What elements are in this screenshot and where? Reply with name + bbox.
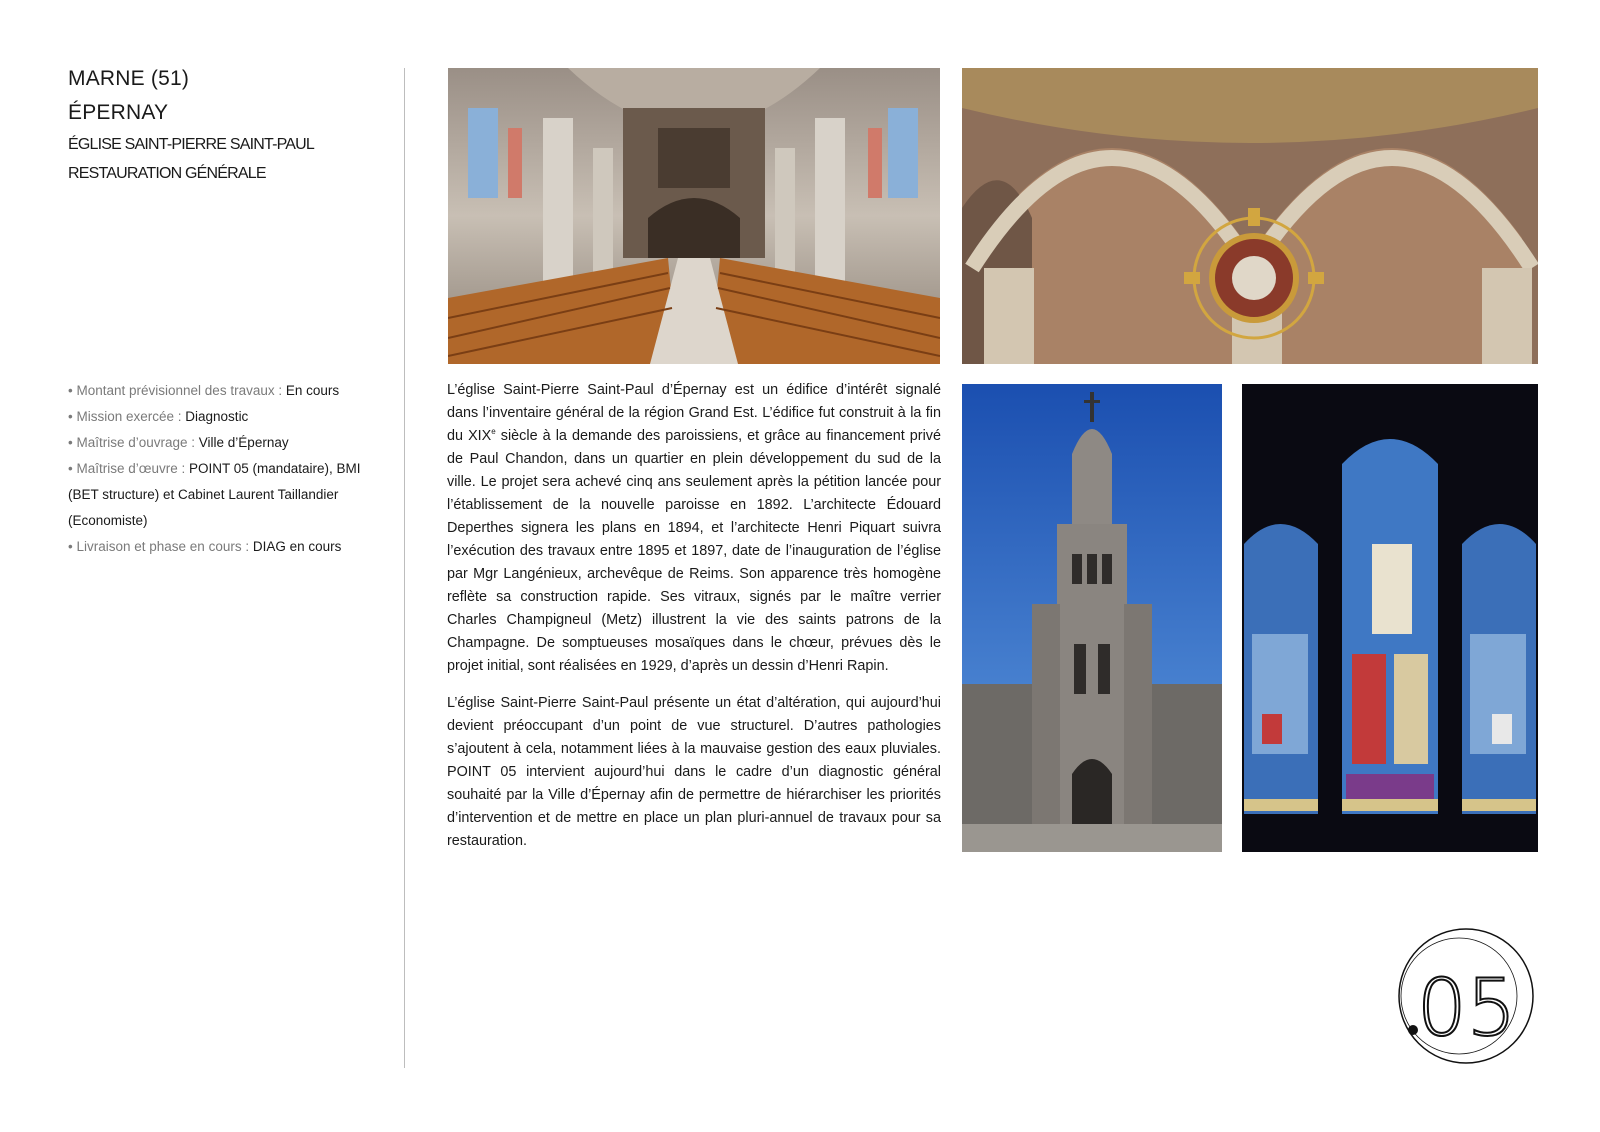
description-paragraph-1: L’église Saint-Pierre Saint-Paul d’Épernay est un édifice d’intérêt signalé dans l’inventaire général de la région Grand Est. L’édifice fut construit à la fin du XIXe siècle à la demande des paroissiens, et grâce au financement privé de Paul Chandon, dans un quartier en plein développement du sud de la ville. Le projet sera achevé cinq ans seulement après la pétition lancée pour l’établissement de la nouvelle paroisse en 1892. L’architecte Édouard Deperthes signera les plans en 1894, et l’architecte Henri Piquart suivra l’exécution des travaux entre 1895 et 1897, date de l’inauguration de l’église par Mgr Langénieux, archevêque de Reims. Son apparence très homogène reflète sa construction rapide. Ses vitraux, signés par le maître verrier Charles Champigneul (Metz) illustrent la vie des saints patrons de la Champagne. De somptueuses mosaïques dans le chœur, prévues dès le projet initial, sont réalisées en 1929, d’après un dessin d’Henri Rapin. [447, 382, 941, 674]
fact-contractor: • Maîtrise d’œuvre : POINT 05 (mandataire), BMI (BET structure) et Cabinet Laurent Taillandier (Economiste) [68, 461, 361, 528]
project-title: RESTAURATION GÉNÉRALE [68, 165, 266, 182]
point05-logo [1397, 927, 1535, 1065]
fact-mission: • Mission exercée : Diagnostic [68, 409, 249, 424]
vertical-divider [404, 68, 405, 1068]
project-facts [68, 378, 388, 560]
photo-mosaic-arches [962, 68, 1538, 364]
department-title: MARNE (51) [68, 67, 190, 90]
fact-delivery: • Livraison et phase en cours : DIAG en cours [68, 539, 342, 554]
fact-budget: • Montant prévisionnel des travaux : En cours [68, 383, 340, 398]
photo-nave-interior [448, 68, 940, 364]
svg-text:05: 05 [1417, 964, 1517, 1054]
fact-owner: • Maîtrise d’ouvrage : Ville d’Épernay [68, 435, 289, 450]
project-heading [68, 62, 388, 188]
photo-stained-glass [1242, 384, 1538, 852]
photo-bell-tower [962, 384, 1222, 852]
city-title: ÉPERNAY [68, 101, 169, 124]
project-description [447, 379, 941, 867]
description-paragraph-2: L’église Saint-Pierre Saint-Paul présente un état d’altération, qui aujourd’hui devient préoccupant d’un point de vue structurel. D’autres pathologies s’ajoutent à cela, notamment liées à la mauvaise gestion des eaux pluviales. POINT 05 intervient aujourd’hui dans le cadre d’un diagnostic général souhaité par la Ville d’Épernay afin de permettre de hiérarchiser les priorités d’intervention et de mettre en place un plan pluri-annuel de travaux pour sa restauration. [447, 695, 941, 849]
building-title: ÉGLISE SAINT-PIERRE SAINT-PAUL [68, 136, 315, 153]
